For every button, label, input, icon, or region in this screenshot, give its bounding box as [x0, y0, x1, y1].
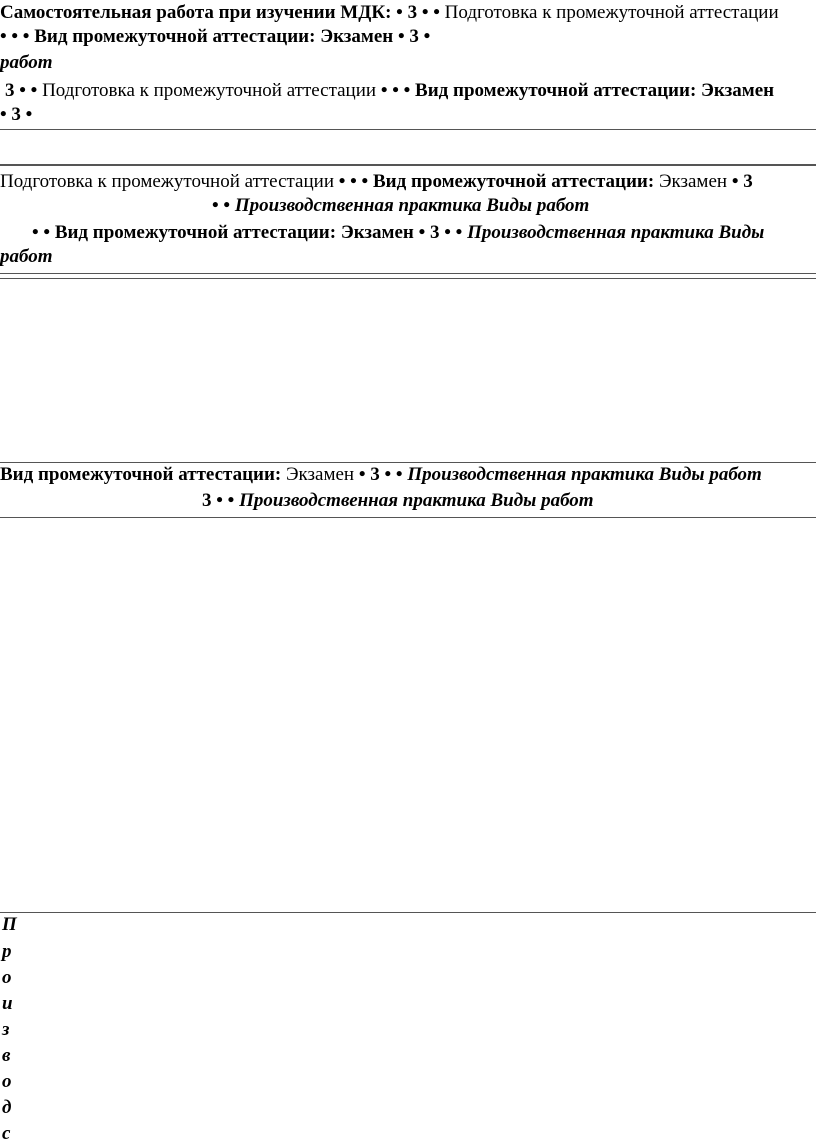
vertical-char: д: [2, 1097, 12, 1118]
divider: [0, 164, 816, 166]
block1-line2: [0, 26, 430, 50]
attestation-kind-label: Вид промежуточной аттестации:: [0, 464, 282, 485]
block3-line1: [0, 464, 762, 488]
bullet-number: • 3: [731, 171, 753, 192]
practice-text: Производственная практика Виды работ: [407, 464, 762, 485]
bullet-number: • 3 • •: [418, 222, 463, 243]
divider: [0, 278, 816, 279]
vertical-char: в: [2, 1045, 11, 1066]
block2-line4: работ: [0, 246, 53, 267]
block2-line1: [0, 171, 753, 195]
exam-prep-text: Подготовка к промежуточной аттестации: [444, 2, 779, 23]
exam-label: Экзамен: [320, 26, 394, 47]
bullet-group: • • •: [0, 26, 30, 47]
block1-line5: • 3 •: [0, 104, 33, 125]
bullet-number: • 3 • •: [358, 464, 403, 485]
divider: [0, 129, 816, 130]
block2-line2: [212, 195, 589, 219]
bullet-number: • 3 •: [398, 26, 431, 47]
attestation-kind-label: Вид промежуточной аттестации:: [415, 80, 697, 101]
bullet-number: 3 • •: [202, 490, 235, 511]
exam-label: Экзамен: [286, 464, 355, 485]
block3-line2: [202, 490, 594, 514]
exam-label: Экзамен: [658, 171, 728, 192]
divider: [0, 462, 816, 463]
attestation-kind-label: Вид промежуточной аттестации:: [54, 222, 337, 243]
vertical-char: и: [2, 993, 13, 1014]
exam-prep-text: Подготовка к промежуточной аттестации: [42, 80, 377, 101]
vertical-char: о: [2, 967, 12, 988]
vertical-char: о: [2, 1071, 12, 1092]
vertical-char: с: [2, 1123, 11, 1144]
divider: [0, 273, 816, 274]
exam-label: Экзамен: [340, 222, 414, 243]
vertical-char: р: [2, 941, 12, 962]
exam-label: Экзамен: [701, 80, 775, 101]
block1-line1: [0, 2, 779, 26]
divider: [0, 517, 816, 518]
block2-line3: [32, 222, 764, 246]
bullet-group: • • •: [338, 171, 369, 192]
bullet-number: • 3 • •: [396, 2, 440, 23]
vertical-char: П: [2, 914, 17, 935]
block1-line4: [5, 80, 774, 104]
bullet-number: 3 • •: [5, 80, 38, 101]
attestation-kind-label: Вид промежуточной аттестации:: [34, 26, 316, 47]
divider: [0, 912, 816, 913]
practice-text: Производственная практика Виды: [467, 222, 765, 243]
practice-text: Производственная практика Виды работ: [234, 195, 590, 216]
bullet-group: • •: [32, 222, 51, 243]
exam-prep-text: Подготовка к промежуточной аттестации: [0, 171, 334, 192]
bullet-group: • • •: [380, 80, 411, 101]
mdk-label: Самостоятельная работа при изучении МДК:: [0, 2, 392, 23]
vertical-char: з: [2, 1019, 10, 1040]
bullet-group: • •: [212, 195, 231, 216]
block1-line3: работ: [0, 52, 53, 73]
practice-text: Производственная практика Виды работ: [239, 490, 594, 511]
attestation-kind-label: Вид промежуточной аттестации:: [372, 171, 655, 192]
